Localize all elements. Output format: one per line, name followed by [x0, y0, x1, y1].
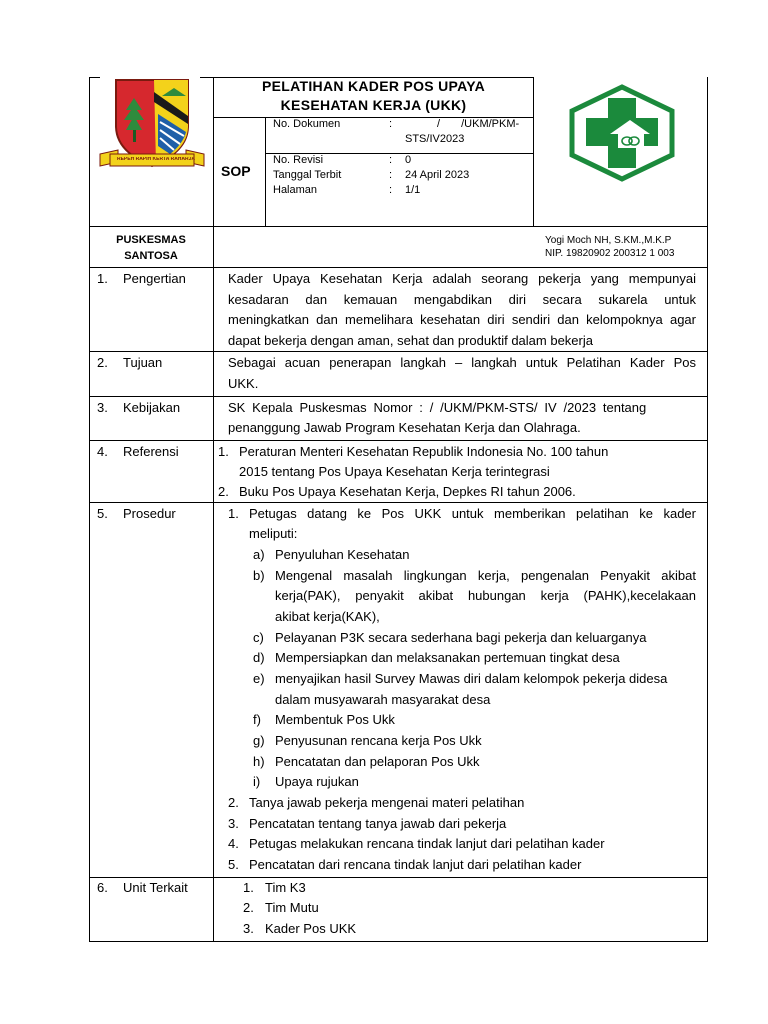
step-text: Pencatatan tentang tanya jawab dari pekerja: [249, 816, 507, 831]
sub-number: a): [253, 547, 265, 562]
organization-name-line2: SANTOSA: [124, 250, 178, 262]
sub-number: e): [253, 671, 265, 686]
sub-item: Penyusunan rencana kerja Pos Ukk: [275, 733, 482, 748]
step-number: 2.: [228, 795, 239, 810]
section-number: 4.: [97, 444, 108, 459]
body-line: UKK.: [228, 376, 259, 391]
page-value: 1/1: [405, 184, 421, 196]
list-number: 2.: [243, 900, 254, 915]
section-number: 5.: [97, 506, 108, 521]
page-label: Halaman: [273, 184, 318, 196]
body-line: Kader Upaya Kesehatan Kerja adalah seorang pekerja yang mempunyai: [228, 271, 696, 286]
body-line: meningkatkan dan memelihara kesehatan diri sendiri dan kelompoknya agar: [228, 312, 696, 327]
step-text: Petugas datang ke Pos UKK untuk memberikan pelatihan ke kader: [249, 506, 696, 521]
sub-number: i): [253, 774, 261, 789]
body-line: Sebagai acuan penerapan langkah – langkah untuk Pelatihan Kader Pos: [228, 355, 696, 370]
sub-item: Mengenal masalah lingkungan kerja, pengenalan Penyakit akibat: [275, 568, 696, 583]
sub-item: Mempersiapkan dan melaksanakan pertemuan tingkat desa: [275, 650, 620, 665]
section-number: 1.: [97, 271, 108, 286]
emblem-banner-text: REPEH RAPIH KERTA RAHARJA: [116, 157, 196, 162]
sub-number: h): [253, 754, 265, 769]
sub-item: menyajikan hasil Survey Mawas diri dalam kelompok pekerja didesa: [275, 671, 668, 686]
document-title-line2: KESEHATAN KERJA (UKK): [280, 97, 467, 113]
sub-item: Pelayanan P3K secara sederhana bagi pekerja dan keluarganya: [275, 630, 647, 645]
step-number: 5.: [228, 857, 239, 872]
organization-name-line1: PUSKESMAS: [116, 234, 186, 246]
sub-number: c): [253, 630, 264, 645]
revision-sep: :: [389, 154, 393, 166]
signer-name: Yogi Moch NH, S.KM.,M.K.P: [545, 235, 672, 246]
list-number: 1.: [243, 880, 254, 895]
section-title: Kebijakan: [123, 400, 181, 415]
issue-date-value: 24 April 2023: [405, 169, 470, 181]
sub-item-cont: kerja(PAK), penyakit akibat hubungan kerja (PAHK),kecelakaan: [275, 588, 696, 603]
revision-value: 0: [405, 154, 412, 166]
doc-number-value: / /UKM/PKM-: [437, 118, 520, 130]
signer-nip: NIP. 19820902 200312 1 003: [545, 248, 675, 259]
body-line: penanggung Jawab Program Kesehatan Kerja dan Olahraga.: [228, 420, 581, 435]
list-item: Kader Pos UKK: [265, 921, 357, 936]
step-number: 1.: [228, 506, 239, 521]
section-number: 3.: [97, 400, 108, 415]
body-line: SK Kepala Puskesmas Nomor : / /UKM/PKM-STS/ IV /2023 tentang: [228, 400, 647, 415]
doc-number-label: No. Dokumen: [273, 118, 341, 130]
sub-item: Upaya rujukan: [275, 774, 359, 789]
issue-date-label: Tanggal Terbit: [273, 169, 342, 181]
list-item-cont: 2015 tentang Pos Upaya Kesehatan Kerja terintegrasi: [239, 464, 550, 479]
step-text: Pencatatan dari rencana tindak lanjut dari pelatihan kader: [249, 857, 582, 872]
section-number: 2.: [97, 355, 108, 370]
step-number: 4.: [228, 836, 239, 851]
puskesmas-logo: [566, 84, 678, 182]
section-title: Pengertian: [123, 271, 186, 286]
doc-number-value-cont: STS/IV2023: [405, 133, 465, 145]
sub-item: Membentuk Pos Ukk: [275, 712, 395, 727]
body-line: dapat bekerja dengan aman, sehat dan produktif dalam bekerja: [228, 333, 593, 348]
list-item: Tim K3: [265, 880, 306, 895]
sub-number: g): [253, 733, 265, 748]
sub-number: d): [253, 650, 265, 665]
body-line: kesadaran dan kemauan mengabdikan diri secara sukarela untuk: [228, 292, 696, 307]
issue-date-sep: :: [389, 169, 393, 181]
page-sep: :: [389, 184, 393, 196]
sub-number: b): [253, 568, 265, 583]
sub-item-cont: akibat kerja(KAK),: [275, 609, 380, 624]
list-item: Peraturan Menteri Kesehatan Republik Indonesia No. 100 tahun: [239, 444, 609, 459]
step-number: 3.: [228, 816, 239, 831]
section-title: Prosedur: [123, 506, 176, 521]
doc-number-sep: :: [389, 118, 393, 130]
document-title-line1: PELATIHAN KADER POS UPAYA: [262, 78, 485, 94]
sub-item-cont: dalam musyawarah masyarakat desa: [275, 692, 491, 707]
sop-label: SOP: [221, 163, 251, 179]
list-item: Tim Mutu: [265, 900, 319, 915]
sub-item: Pencatatan dan pelaporan Pos Ukk: [275, 754, 480, 769]
step-text: Tanya jawab pekerja mengenai materi pelatihan: [249, 795, 525, 810]
sub-number: f): [253, 712, 261, 727]
sub-item: Penyuluhan Kesehatan: [275, 547, 410, 562]
list-item: Buku Pos Upaya Kesehatan Kerja, Depkes RI tahun 2006.: [239, 484, 576, 499]
list-number: 2.: [218, 484, 229, 499]
list-number: 3.: [243, 921, 254, 936]
section-title: Referensi: [123, 444, 179, 459]
regency-emblem-logo: [96, 74, 208, 178]
step-text-cont: meliputi:: [249, 526, 298, 541]
section-number: 6.: [97, 880, 108, 895]
list-number: 1.: [218, 444, 229, 459]
revision-label: No. Revisi: [273, 154, 324, 166]
section-title: Unit Terkait: [123, 880, 188, 895]
section-title: Tujuan: [123, 355, 163, 370]
step-text: Petugas melakukan rencana tindak lanjut dari pelatihan kader: [249, 836, 605, 851]
